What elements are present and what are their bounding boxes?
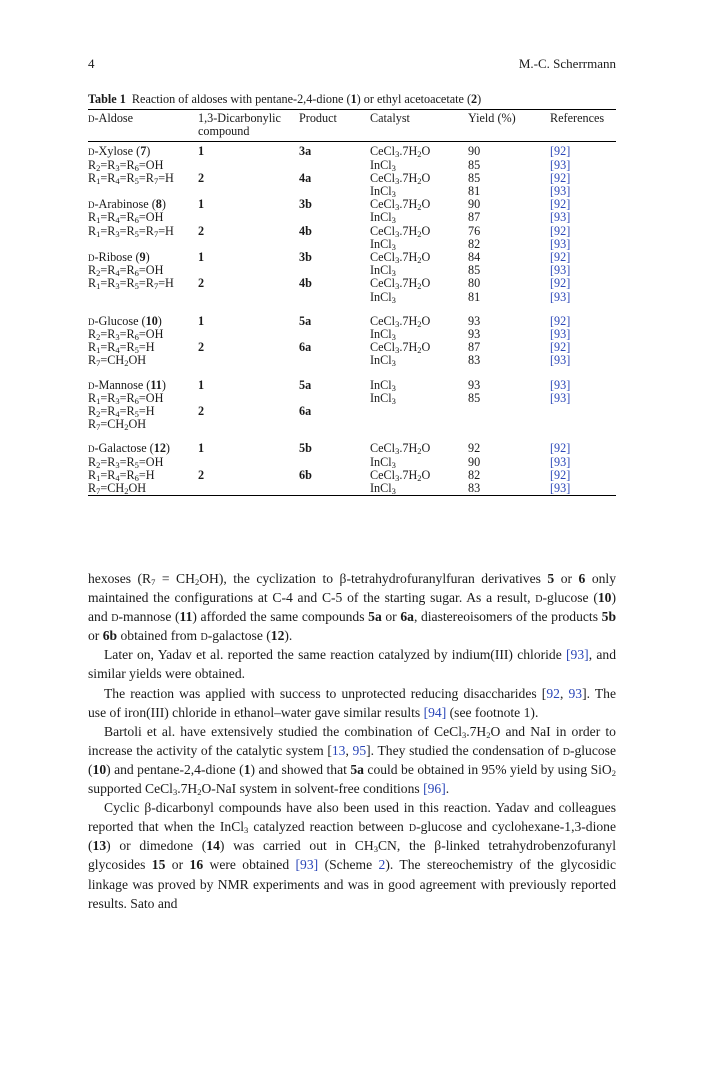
- table-row: [88, 469, 616, 482]
- aldose-cell: d-Mannose (11): [88, 377, 166, 392]
- citation-link[interactable]: [93]: [566, 647, 589, 663]
- table-label: Table 1: [88, 92, 126, 106]
- table-row: [88, 211, 616, 224]
- dicarbonyl-cell: 2: [198, 467, 205, 482]
- table-row: [88, 142, 616, 159]
- reference-cell[interactable]: [92]: [550, 313, 571, 328]
- reference-cell[interactable]: [92]: [550, 223, 571, 238]
- yield-cell: 85: [468, 263, 481, 278]
- aldose-cell: $R_2=R_4=R_5=H$: [88, 404, 155, 420]
- table-row: [88, 341, 616, 354]
- dicarbonyl-cell: 1: [198, 250, 205, 265]
- catalyst-cell: $CeCl_3.7H_2O$: [370, 170, 431, 186]
- catalyst-cell: InCl$_3$: [370, 157, 396, 173]
- dicarbonyl-cell: [198, 211, 299, 224]
- reference-cell[interactable]: [93]: [550, 454, 571, 469]
- reference-cell[interactable]: [92]: [550, 250, 571, 265]
- aldose-cell: $R_7=CH_2OH$: [88, 417, 147, 433]
- running-author: M.-C. Scherrmann: [518, 56, 616, 71]
- reaction-table: [88, 109, 616, 496]
- dicarbonyl-cell: 1: [198, 197, 205, 212]
- table-row: [88, 392, 616, 405]
- product-cell: 5a: [299, 377, 312, 392]
- dicarbonyl-cell: 2: [198, 404, 205, 419]
- yield-cell: 84: [468, 250, 481, 265]
- citation-link[interactable]: 93: [568, 685, 583, 701]
- reference-cell[interactable]: [93]: [550, 482, 616, 496]
- reference-cell[interactable]: [92]: [550, 467, 571, 482]
- catalyst-cell: $CeCl_3.7H_2O$: [370, 340, 431, 356]
- dicarbonyl-cell: 1: [198, 377, 205, 392]
- product-cell: [299, 456, 370, 469]
- dicarbonyl-cell: [198, 392, 299, 405]
- aldose-cell: $R_1=R_4=R_6=H$: [88, 467, 155, 483]
- table-row: [88, 251, 616, 264]
- aldose-cell: $R_1=R_3=R_5=R_7=H$: [88, 223, 174, 239]
- reference-cell: [550, 405, 616, 418]
- catalyst-cell: InCl$_3$: [370, 353, 396, 369]
- citation-link[interactable]: 92: [546, 685, 560, 701]
- dicarbonyl-cell: 1: [198, 441, 205, 456]
- dicarbonyl-cell: [198, 238, 299, 251]
- citation-link[interactable]: [93]: [295, 857, 319, 873]
- header-dicarbonylic: 1,3-Dicarbonylic compound: [198, 111, 281, 139]
- paragraph: Bartoli et al. have extensively studied the combination of $CeCl_3.7H_2O$ and NaI in order to increase the activity of the catalytic system [13, 95]. They studied the condensation of d-glucose (10) and pentane-2,4-dione (1) and showed that 5a could be obtained in 95% yield by using SiO$_2$ supported $CeCl_3.7H_2O$-NaI system in solvent-free conditions [96].: [88, 723, 617, 798]
- dicarbonyl-cell: [198, 418, 299, 431]
- yield-cell: 85: [468, 170, 481, 185]
- reference-cell[interactable]: [93]: [550, 289, 571, 304]
- header-product: Product: [299, 111, 337, 125]
- citation-link[interactable]: [94]: [423, 704, 447, 720]
- yield-cell: 80: [468, 276, 481, 291]
- yield-cell: 90: [468, 197, 481, 212]
- reference-cell[interactable]: [92]: [550, 276, 571, 291]
- product-cell: 4b: [299, 276, 312, 291]
- table-row: [88, 328, 616, 341]
- citation-link[interactable]: 2: [378, 857, 386, 873]
- page-number: 4: [88, 56, 95, 71]
- aldose-cell: $R_7=CH_2OH$: [88, 353, 147, 369]
- reference-cell[interactable]: [92]: [550, 340, 571, 355]
- header-catalyst: Catalyst: [370, 111, 410, 125]
- aldose-cell: d-Xylose (7): [88, 144, 151, 159]
- dicarbonyl-cell: [198, 291, 299, 304]
- yield-cell: 85: [468, 390, 481, 405]
- table-caption: Table 1 Reaction of aldoses with pentane-2,4-dione (1) or ethyl acetoacetate (2): [88, 92, 482, 106]
- reference-cell[interactable]: [93]: [550, 210, 571, 225]
- catalyst-cell: InCl$_3$: [370, 289, 396, 305]
- table-row: [88, 159, 616, 172]
- product-cell: 6a: [299, 404, 312, 419]
- table-row: [88, 354, 616, 367]
- yield-cell: 85: [468, 157, 481, 172]
- catalyst-cell: InCl$_3$: [370, 327, 396, 343]
- reference-cell: [550, 418, 616, 431]
- table-row: [88, 277, 616, 290]
- aldose-cell: d-Arabinose (8): [88, 197, 166, 212]
- reference-cell[interactable]: [93]: [550, 377, 571, 392]
- reference-cell[interactable]: [93]: [550, 353, 571, 368]
- header-yield: Yield (%): [468, 111, 516, 125]
- aldose-cell: $R_2=R_4=R_6=OH$: [88, 263, 164, 279]
- product-cell: [299, 482, 370, 496]
- dicarbonyl-cell: [198, 328, 299, 341]
- dicarbonyl-cell: 2: [198, 276, 205, 291]
- catalyst-cell: InCl$_3$: [370, 184, 396, 200]
- table-row: [88, 442, 616, 455]
- dicarbonyl-cell: 2: [198, 223, 205, 238]
- dicarbonyl-cell: [198, 159, 299, 172]
- reference-cell[interactable]: [92]: [550, 170, 571, 185]
- yield-cell: 90: [468, 144, 481, 159]
- yield-cell: 81: [468, 184, 481, 199]
- product-cell: 5a: [299, 313, 312, 328]
- header-aldose: d-Aldose: [88, 111, 134, 125]
- group-spacer: [88, 368, 616, 379]
- product-cell: 6a: [299, 340, 312, 355]
- catalyst-cell: InCl$_3$: [370, 236, 396, 252]
- reference-cell[interactable]: [93]: [550, 263, 571, 278]
- aldose-cell: $R_1=R_3=R_6=OH$: [88, 390, 164, 406]
- yield-cell: 83: [468, 482, 550, 496]
- aldose-cell: [88, 291, 198, 304]
- yield-cell: 82: [468, 236, 481, 251]
- product-cell: 5b: [299, 441, 312, 456]
- aldose-cell: $R_1=R_4=R_5=R_7=H$: [88, 170, 174, 186]
- catalyst-cell: InCl$_3$: [370, 377, 396, 393]
- paragraph: Later on, Yadav et al. reported the same reaction catalyzed by indium(III) chloride [93], and similar yields were obtained.: [88, 647, 616, 682]
- dicarbonyl-cell: 1: [198, 313, 205, 328]
- yield-cell: 81: [468, 289, 481, 304]
- table-row: [88, 379, 616, 392]
- aldose-cell: d-Glucose (10): [88, 313, 162, 328]
- aldose-cell: $R_7=CH_2OH$: [88, 482, 198, 496]
- product-cell: 3b: [299, 250, 312, 265]
- reference-cell[interactable]: [93]: [550, 390, 571, 405]
- catalyst-cell: $CeCl_3.7H_2O$: [370, 441, 431, 457]
- table-row: [88, 185, 616, 198]
- paragraph: Cyclic β-dicarbonyl compounds have also been used in this reaction. Yadav and colleagues reported that when the InCl$_3$ catalyzed reaction between d-glucose and cyclohexane-1,3-dione (13) or dimedone (14) was carried out in $CH_3CN$, the β-linked tetrahydrobenzofuranyl glycosides 15 or 16 were obtained [93] (Scheme 2). The stereochemistry of the glycosidic linkage was proved by NMR experiments and was in good agreement with previously reported results. Sato and: [88, 800, 617, 911]
- yield-cell: 82: [468, 467, 481, 482]
- yield-cell: 83: [468, 353, 481, 368]
- product-cell: 3a: [299, 144, 312, 159]
- catalyst-cell: InCl$_3$: [370, 263, 396, 279]
- yield-cell: 87: [468, 210, 481, 225]
- citation-link[interactable]: [96]: [423, 781, 446, 797]
- catalyst-cell: $CeCl_3.7H_2O$: [370, 197, 431, 213]
- reference-cell[interactable]: [93]: [550, 236, 571, 251]
- yield-cell: 90: [468, 454, 481, 469]
- aldose-cell: $R_1=R_4=R_5=H$: [88, 340, 155, 356]
- table-row: [88, 225, 616, 238]
- paragraph: hexoses $(R_7 = CH_2OH)$, the cyclization to β-tetrahydrofuranylfuran derivatives 5 or 6 only maintained the configurations at C-4 and C-5 of the starting sugar. As a result, d-glucose (10) and d-mannose (11) afforded the same compounds 5a or 6a, diastereoisomers of the products 5b or 6b obtained from d-galactose (12).: [88, 571, 617, 644]
- table-row: [88, 315, 616, 328]
- catalyst-cell: $CeCl_3.7H_2O$: [370, 144, 431, 160]
- aldose-cell: d-Galactose (12): [88, 441, 170, 456]
- reference-cell[interactable]: [93]: [550, 184, 571, 199]
- catalyst-cell: [370, 405, 468, 418]
- dicarbonyl-cell: 2: [198, 340, 205, 355]
- table-row: [88, 198, 616, 211]
- yield-cell: 93: [468, 327, 481, 342]
- yield-cell: 87: [468, 340, 481, 355]
- table-row: [88, 405, 616, 418]
- table-row: [88, 238, 616, 251]
- reference-cell[interactable]: [93]: [550, 157, 571, 172]
- dicarbonyl-cell: [198, 354, 299, 367]
- yield-cell: [468, 418, 550, 431]
- aldose-cell: $R_1=R_3=R_5=R_7=H$: [88, 276, 174, 292]
- catalyst-cell: [370, 418, 468, 431]
- catalyst-cell: InCl$_3$: [370, 454, 396, 470]
- table-header-row: [88, 110, 616, 142]
- table-row: [88, 482, 616, 496]
- product-cell: [299, 354, 370, 367]
- yield-cell: 93: [468, 313, 481, 328]
- catalyst-cell: $CeCl_3.7H_2O$: [370, 313, 431, 329]
- product-cell: [299, 418, 370, 431]
- dicarbonyl-cell: 2: [198, 170, 205, 185]
- catalyst-cell: $CeCl_3.7H_2O$: [370, 467, 431, 483]
- product-cell: 6b: [299, 467, 312, 482]
- product-cell: 3b: [299, 197, 312, 212]
- catalyst-cell: InCl$_3$: [370, 390, 396, 406]
- body-text: [88, 569, 616, 913]
- product-cell: [299, 159, 370, 172]
- reference-cell[interactable]: [92]: [550, 197, 571, 212]
- citation-link[interactable]: 13: [331, 742, 346, 758]
- citation-link[interactable]: 95: [352, 742, 367, 758]
- dicarbonyl-cell: 1: [198, 144, 205, 159]
- catalyst-cell: $CeCl_3.7H_2O$: [370, 250, 431, 266]
- yield-cell: 92: [468, 441, 481, 456]
- yield-cell: [468, 405, 550, 418]
- yield-cell: 93: [468, 377, 481, 392]
- table-row: [88, 291, 616, 304]
- table-row: [88, 456, 616, 469]
- group-spacer: [88, 304, 616, 315]
- reference-cell[interactable]: [92]: [550, 441, 571, 456]
- table-row: [88, 418, 616, 431]
- product-cell: [299, 211, 370, 224]
- table-row: [88, 172, 616, 185]
- dicarbonyl-cell: [198, 264, 299, 277]
- product-cell: [299, 291, 370, 304]
- aldose-cell: $R_2=R_3=R_5=OH$: [88, 454, 164, 470]
- reference-cell[interactable]: [93]: [550, 327, 571, 342]
- catalyst-cell: InCl$_3$: [370, 482, 468, 496]
- aldose-cell: $R_2=R_3=R_6=OH$: [88, 157, 164, 173]
- reference-cell[interactable]: [92]: [550, 144, 571, 159]
- yield-cell: 76: [468, 223, 481, 238]
- product-cell: 4b: [299, 223, 312, 238]
- dicarbonyl-cell: [198, 185, 299, 198]
- paragraph: The reaction was applied with success to unprotected reducing disaccharides [92, 93]. The use of iron(III) chloride in ethanol–water gave similar results [94] (see footnote 1).: [88, 685, 617, 720]
- catalyst-cell: $CeCl_3.7H_2O$: [370, 223, 431, 239]
- dicarbonyl-cell: [198, 482, 299, 496]
- header-references: References: [550, 111, 605, 125]
- aldose-cell: $R_1=R_4=R_6=OH$: [88, 210, 164, 226]
- product-cell: 4a: [299, 170, 312, 185]
- catalyst-cell: $CeCl_3.7H_2O$: [370, 276, 431, 292]
- dicarbonyl-cell: [198, 456, 299, 469]
- aldose-cell: d-Ribose (9): [88, 250, 150, 265]
- catalyst-cell: InCl$_3$: [370, 210, 396, 226]
- aldose-cell: $R_2=R_3=R_6=OH$: [88, 327, 164, 343]
